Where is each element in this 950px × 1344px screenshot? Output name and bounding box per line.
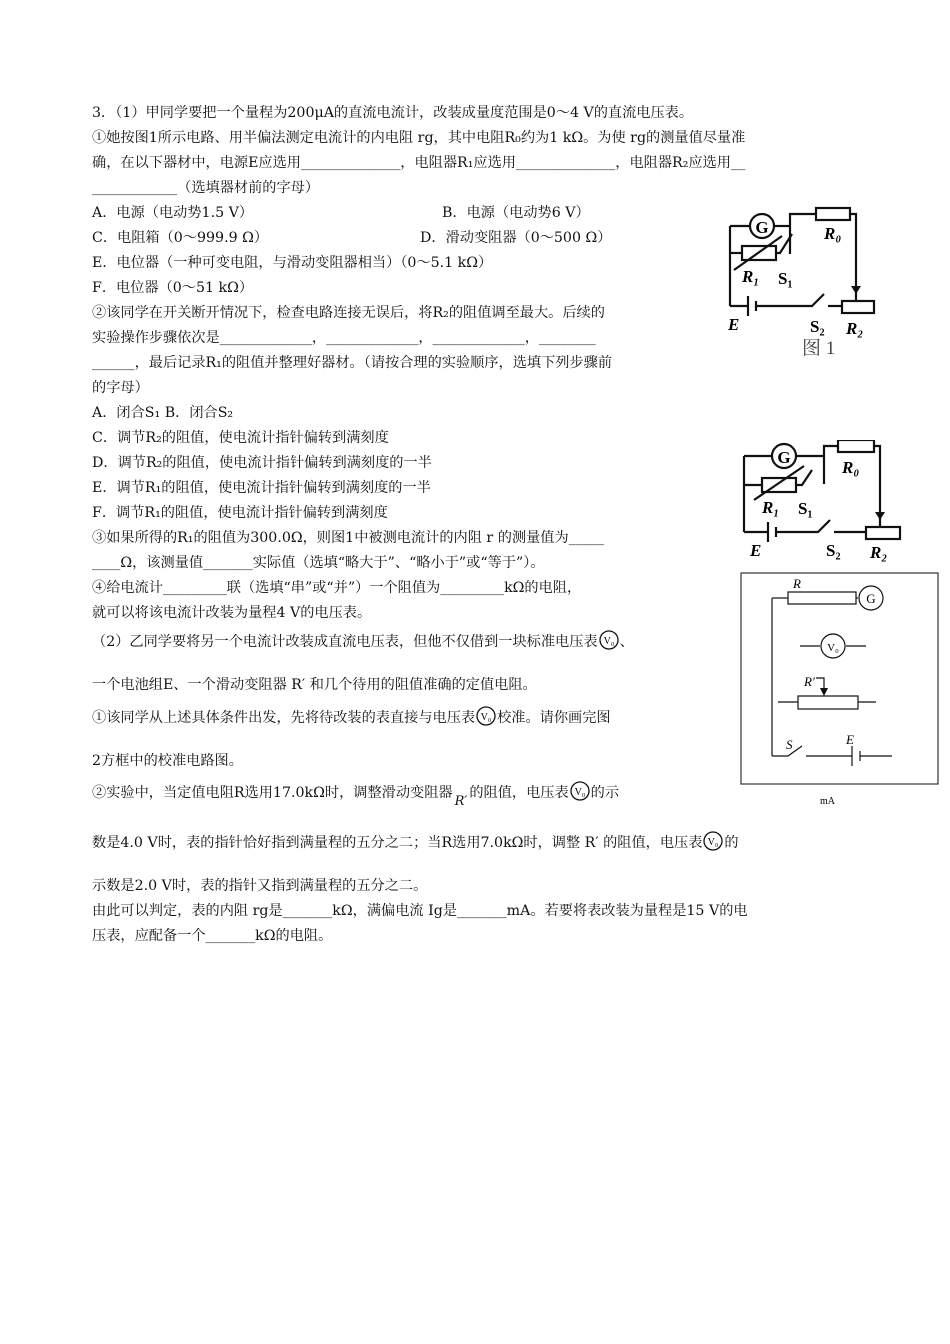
text-line: 就可以将该电流计改装为量程4 V的电压表。 <box>92 605 372 621</box>
fig1-copy-r0-label: R₀ <box>842 458 860 477</box>
text-line <box>92 781 620 809</box>
text-line <box>92 706 611 728</box>
text-line: 2方框中的校准电路图。 <box>92 753 243 769</box>
r-prime-symbol: R′ <box>454 794 468 809</box>
fig1-r0-label: R₀ <box>824 224 842 243</box>
text-segment: （2）乙同学要将另一个电流计改装成直流电压表，但他不仅借到一块标准电压表 <box>92 634 598 650</box>
text-segment: 的示 <box>590 785 620 801</box>
text-line <box>92 630 634 652</box>
figure-2-calibration-box <box>740 572 940 812</box>
option-c: C．电阻箱（0～999.9 Ω） <box>92 230 269 246</box>
fig2-caption: mA <box>820 796 835 807</box>
fig1-s1-label: S₁ <box>778 269 793 288</box>
text-segment: ②实验中，当定值电阻R选用17.0kΩ时，调整滑动变阻器 <box>92 785 453 801</box>
text-line: 由此可以判定，表的内阻 rg是_______kΩ，满偏电流 Ig是_______mA。若要将表改装为量程是15 V的电 <box>92 903 748 919</box>
text-line: 示数是2.0 V时，表的指针又指到满量程的五分之二。 <box>92 878 428 894</box>
step-c: C．调节R₂的阻值，使电流计指针偏转到满刻度 <box>92 430 389 446</box>
step-f: F．调节R₁的阻值，使电流计指针偏转到满刻度 <box>92 505 388 521</box>
fig1-copy-s1-label: S₁ <box>798 499 813 518</box>
text-line: 实验操作步骤依次是_____________，_____________，_____________，________ <box>92 330 596 346</box>
text-line: ③如果所得的R₁的阻值为300.0Ω，则图1中被测电流计的内阻 r 的测量值为_____ <box>92 530 605 546</box>
text-segment: ①该同学从上述具体条件出发，先将待改装的表直接与电压表 <box>92 710 476 726</box>
text-line: 一个电池组E、一个滑动变阻器 R′ 和几个待用的阻值准确的定值电阻。 <box>92 677 537 693</box>
fig1-copy-g-label: G <box>777 448 791 467</box>
text-line: ④给电流计_________联（选填“串”或“并”）一个阻值为_________kΩ的电阻， <box>92 580 582 596</box>
text-line: ____________（选填器材前的字母） <box>92 180 320 196</box>
text-line: ①她按图1所示电路、用半偏法测定电流计的内电阻 rg，其中电阻R₀约为1 kΩ。为使 rg的测量值尽量准 <box>92 130 746 146</box>
fig1-e-label: E <box>728 315 740 334</box>
voltmeter-v0-symbol <box>475 706 497 726</box>
voltmeter-v0-symbol <box>598 630 620 650</box>
voltmeter-v0-symbol <box>702 831 724 851</box>
fig2-e-label: E <box>846 732 854 747</box>
svg-text:V₀: V₀ <box>708 837 719 848</box>
figure-1-circuit-copy <box>738 440 908 572</box>
fig1-g-label: G <box>755 218 769 237</box>
fig1-copy-s2-label: S₂ <box>826 541 841 560</box>
fig2-s-label: S <box>786 737 793 752</box>
option-f: F．电位器（0～51 kΩ） <box>92 280 254 296</box>
figure-1-circuit <box>720 206 880 358</box>
question-stem: 3．（1）甲同学要把一个量程为200μA的直流电流计，改装成量度范围是0～4 V的直流电压表。 <box>92 105 694 121</box>
voltmeter-v0-symbol <box>569 781 591 801</box>
option-a: A．电源（电动势1.5 V） <box>92 205 254 221</box>
svg-text:V₀: V₀ <box>603 636 614 647</box>
text-line: 压表，应配备一个_______kΩ的电阻。 <box>92 928 333 944</box>
option-e: E．电位器（一种可变电阻，与滑动变阻器相当）（0～5.1 kΩ） <box>92 255 493 271</box>
fig1-s2-label: S₂ <box>810 317 825 336</box>
option-b: B．电源（电动势6 V） <box>442 205 590 221</box>
fig1-copy-r1-label: R₁ <box>762 498 780 517</box>
text-line: ____Ω，该测量值_______实际值（选填“略大于”、“略小于”或“等于”）。 <box>92 555 545 571</box>
fig1-r2-label: R₂ <box>846 319 864 338</box>
svg-text:V₀: V₀ <box>574 787 586 798</box>
text-segment: 的阻值，电压表 <box>469 785 569 801</box>
text-segment: 数是4.0 V时，表的指针恰好指到满量程的五分之二；当R选用7.0kΩ时，调整 R′ 的阻值，电压表 <box>92 835 703 851</box>
fig2-r-label: R <box>793 576 801 591</box>
step-e: E．调节R₁的阻值，使电流计指针偏转到满刻度的一半 <box>92 480 431 496</box>
fig1-copy-r2-label: R₂ <box>870 543 888 562</box>
text-line: 的字母） <box>92 380 149 396</box>
text-line: ②该同学在开关断开情况下，检查电路连接无误后，将R₂的阻值调至最大。后续的 <box>92 305 605 321</box>
step-d: D．调节R₂的阻值，使电流计指针偏转到满刻度的一半 <box>92 455 432 471</box>
text-line: ______，最后记录R₁的阻值并整理好器材。（请按合理的实验顺序，选填下列步骤前 <box>92 355 613 371</box>
fig2-g-label: G <box>866 591 876 606</box>
text-segment: 校准。请你画完图 <box>497 710 611 726</box>
text-line <box>92 831 739 853</box>
svg-text:V₀: V₀ <box>480 712 492 723</box>
fig1-r1-label: R₁ <box>742 267 760 286</box>
fig1-caption: 图 1 <box>802 338 836 358</box>
step-ab: A．闭合S₁ B．闭合S₂ <box>92 405 234 421</box>
fig2-rprime-label: R′ <box>804 674 815 689</box>
text-line: 确，在以下器材中，电源E应选用______________，电阻器R₁应选用______________，电阻器R₂应选用__ <box>92 155 746 171</box>
fig1-copy-e-label: E <box>750 541 762 560</box>
text-segment: 的 <box>724 835 739 851</box>
fig2-v0-label: V₀ <box>827 642 839 654</box>
option-d: D．滑动变阻器（0～500 Ω） <box>420 230 612 246</box>
text-segment: 、 <box>619 634 634 650</box>
